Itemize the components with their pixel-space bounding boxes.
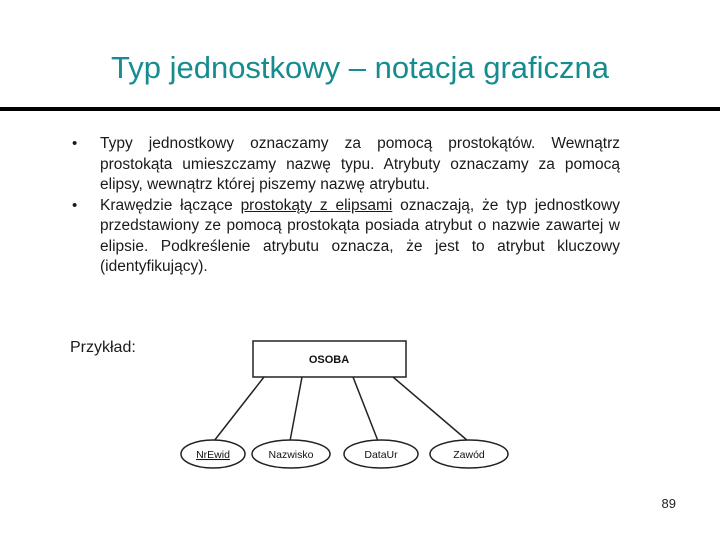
attribute-nrewid — [181, 440, 245, 468]
edge-nazwisko — [290, 377, 302, 441]
attribute-label: Nazwisko — [268, 449, 314, 461]
attribute-nazwisko — [252, 440, 330, 468]
attribute-zawod — [430, 440, 508, 468]
attribute-label-key: NrEwid — [196, 449, 230, 461]
attribute-label: Zawód — [453, 449, 485, 461]
entity-label: OSOBA — [308, 354, 350, 366]
example-label: Przykład: — [70, 339, 136, 356]
page-number: 89 — [661, 496, 676, 511]
edge-dataur — [353, 377, 378, 441]
bullet-marker: • — [72, 135, 78, 152]
edges — [214, 377, 468, 441]
attribute-dataur — [344, 440, 418, 468]
bullet-text-2-underlined: prostokąty z elipsami — [240, 196, 393, 214]
attribute-label: DataUr — [364, 449, 398, 461]
entity-osoba — [253, 341, 406, 377]
bullet-text-2-start: Krawędzie łączące — [100, 196, 241, 214]
edge-nrewid — [214, 377, 264, 441]
slide-title: Typ jednostkowy – notacja graficzna — [111, 50, 609, 85]
bullet-text-1: Typy jednostkowy oznaczamy za pomocą prostokątów. Wewnątrz prostokąta umieszczamy nazwę typu. Atrybuty oznaczamy za pomocą elipsy, wewnątrz której piszemy nazwę atrybutu. — [100, 135, 620, 193]
bullet-text-2-end: oznaczają, że typ jednostkowy przedstawiony ze pomocą prostokąta posiada atrybut o nazwie zawartej w elipsie. Podkreślenie atrybutu oznacza, że jest to atrybut kluczowy (identyfikujący). — [100, 196, 620, 275]
edge-zawod — [393, 377, 468, 441]
bullet-marker: • — [72, 196, 78, 214]
